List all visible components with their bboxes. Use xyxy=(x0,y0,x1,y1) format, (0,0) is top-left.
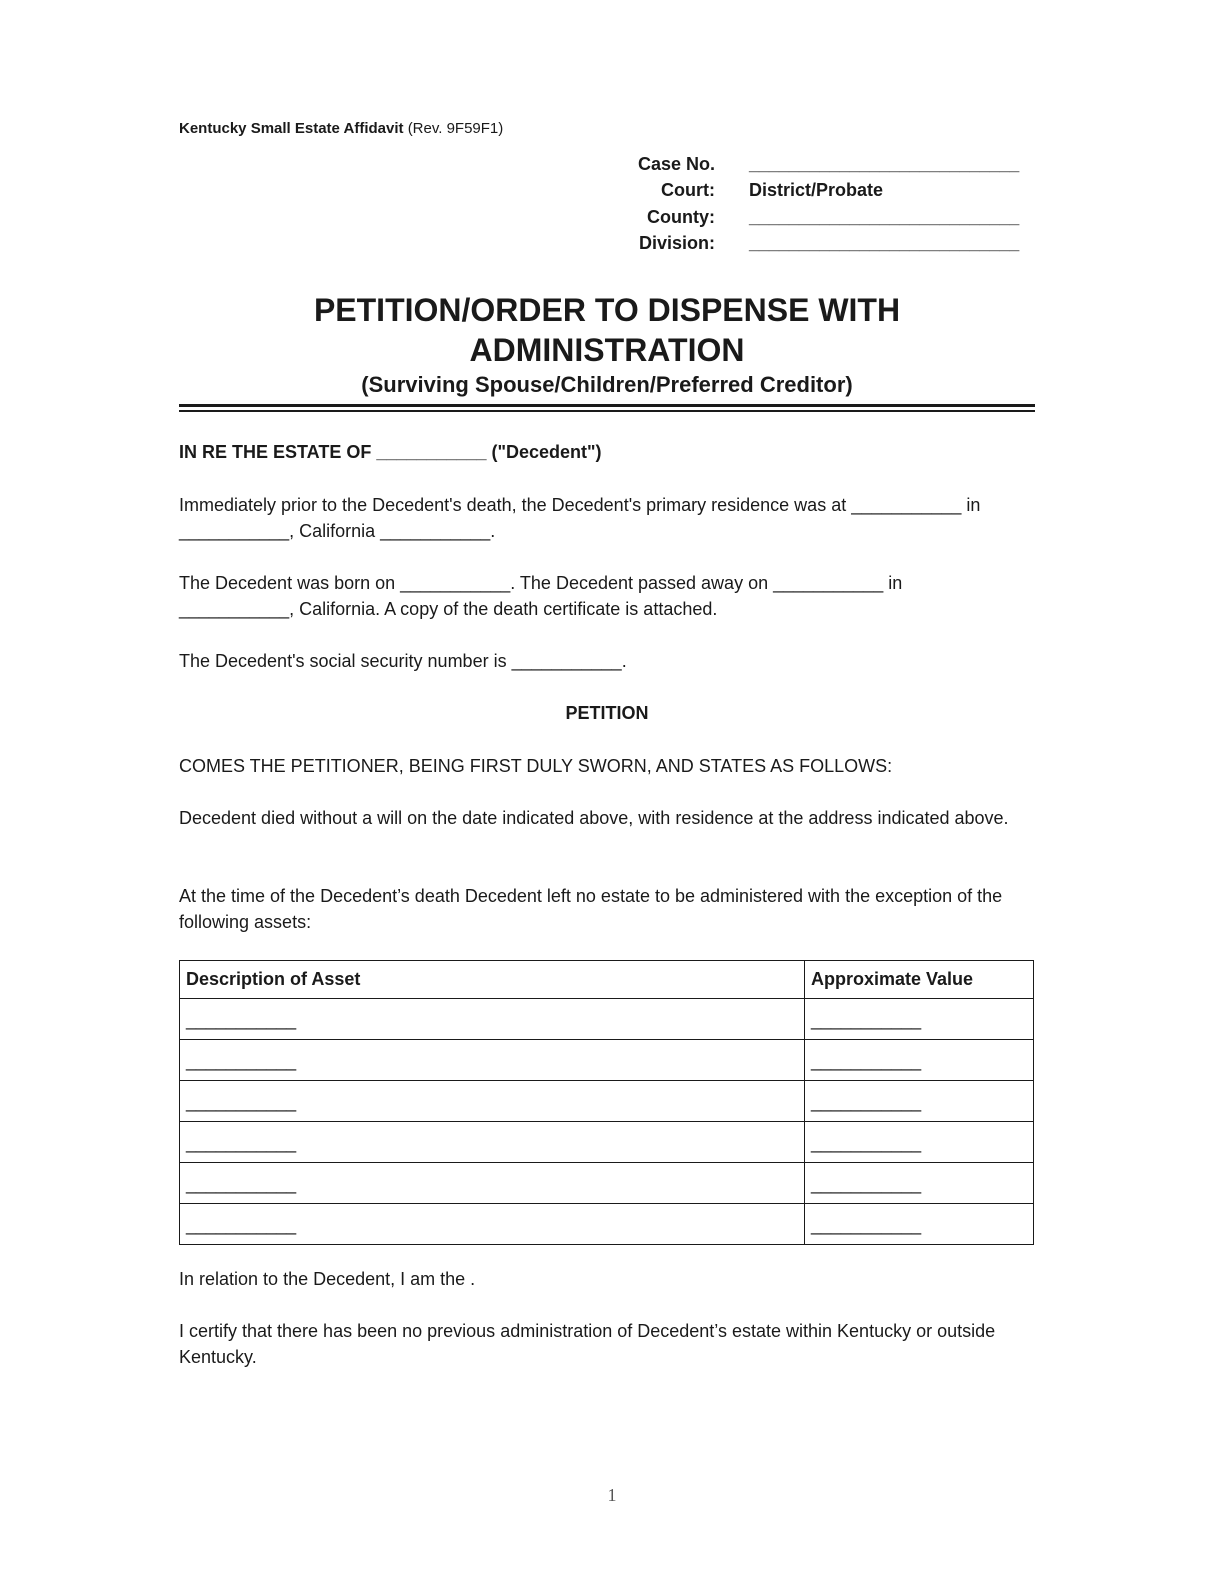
asset-description-cell: ___________ xyxy=(180,1122,805,1163)
asset-value-cell: ___________ xyxy=(805,1040,1034,1081)
birth-death-paragraph: The Decedent was born on ___________. The Decedent passed away on ___________ in ___________, California. A copy of the death certificate is attached. xyxy=(179,573,903,619)
division-label: Division: xyxy=(638,233,715,254)
asset-table-header-row xyxy=(180,961,1034,999)
case-number-row xyxy=(600,151,1040,178)
comes-paragraph: COMES THE PETITIONER, BEING FIRST DULY SWORN, AND STATES AS FOLLOWS: xyxy=(179,756,893,776)
asset-description-cell: ___________ xyxy=(180,1040,805,1081)
title-divider-thin xyxy=(179,410,1035,412)
estate-line: IN RE THE ESTATE OF ___________ ("Decedent") xyxy=(179,442,602,462)
asset-description-cell: ___________ xyxy=(180,999,805,1040)
ssn-paragraph: The Decedent's social security number is ___________. xyxy=(179,651,627,671)
case-number-label: Case No. xyxy=(637,153,715,174)
asset-value-header: Approximate Value xyxy=(805,961,1034,999)
case-info-block xyxy=(600,151,1040,257)
petition-heading: PETITION xyxy=(565,703,649,723)
form-header xyxy=(179,120,503,137)
table-row xyxy=(180,999,1034,1040)
residence-paragraph: Immediately prior to the Decedent's death, the Decedent's primary residence was at ___________ in ___________, California ___________. xyxy=(179,495,981,541)
county-row xyxy=(600,204,1040,231)
asset-description-cell: ___________ xyxy=(180,1081,805,1122)
asset-value-cell: ___________ xyxy=(805,1204,1034,1245)
title-subtitle: (Surviving Spouse/Children/Preferred Creditor) xyxy=(361,372,853,397)
table-row xyxy=(180,1081,1034,1122)
case-number-value: ___________________________ xyxy=(749,153,1020,174)
assets-intro-paragraph: At the time of the Decedent’s death Decedent left no estate to be administered with the exception of the following assets: xyxy=(179,886,1003,932)
table-row xyxy=(180,1204,1034,1245)
asset-value-cell: ___________ xyxy=(805,999,1034,1040)
table-row xyxy=(180,1163,1034,1204)
title-divider-thick xyxy=(179,404,1035,407)
form-revision: (Rev. 9F59F1) xyxy=(407,120,504,137)
asset-value-cell: ___________ xyxy=(805,1163,1034,1204)
county-label: County: xyxy=(647,206,715,227)
asset-value-cell: ___________ xyxy=(805,1081,1034,1122)
no-will-paragraph: Decedent died without a will on the date indicated above, with residence at the address indicated above. xyxy=(179,808,1009,828)
asset-description-cell: ___________ xyxy=(180,1163,805,1204)
asset-description-cell: ___________ xyxy=(180,1204,805,1245)
division-row xyxy=(600,231,1040,258)
county-value: ___________________________ xyxy=(749,206,1020,227)
asset-table xyxy=(179,960,1034,1245)
title-line-2: ADMINISTRATION xyxy=(469,332,745,368)
certify-paragraph: I certify that there has been no previous administration of Decedent’s estate within Kentucky or outside Kentucky. xyxy=(179,1321,996,1367)
court-row xyxy=(600,178,1040,205)
title-line-1: PETITION/ORDER TO DISPENSE WITH xyxy=(313,292,901,328)
court-value: District/Probate xyxy=(749,180,884,201)
form-name: Kentucky Small Estate Affidavit xyxy=(179,120,404,137)
table-row xyxy=(180,1122,1034,1163)
asset-description-header: Description of Asset xyxy=(180,961,805,999)
division-value: ___________________________ xyxy=(749,233,1020,254)
table-row xyxy=(180,1040,1034,1081)
document-title xyxy=(179,290,1035,399)
relation-paragraph: In relation to the Decedent, I am the . xyxy=(179,1269,476,1289)
asset-value-cell: ___________ xyxy=(805,1122,1034,1163)
page-number: 1 xyxy=(607,1485,617,1505)
court-label: Court: xyxy=(661,180,715,201)
